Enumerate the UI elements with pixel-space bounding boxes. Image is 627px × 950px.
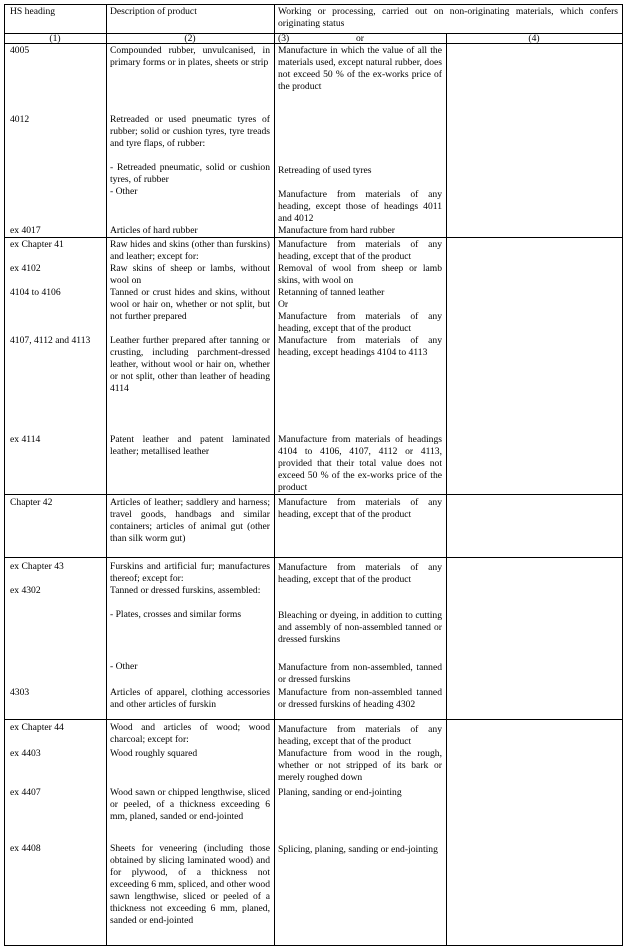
column-line — [4, 4, 5, 946]
table-border-top — [4, 4, 623, 5]
product-description: Compounded rubber, unvulcanised, in primary forms or in plates, sheets or strip — [110, 45, 270, 68]
product-description: Sheets for veneering (including those obtained by slicing laminated wood) and for plywood, of a thickness not exceeding 6 mm, spliced, and other wood sawn lengthwise, sliced or peeled of a thickness not exceeding 6 mm, planed, sanded or end-jointed — [110, 843, 270, 926]
working-rule: Manufacture from materials of any heading, except those of headings 4011 and 4012 — [278, 189, 442, 224]
working-rule-or: Or — [278, 299, 289, 310]
working-rule: Retreading of used tyres — [278, 165, 372, 176]
working-rule: Manufacture from materials of any heading, except that of the product — [278, 311, 442, 334]
column-line — [106, 4, 107, 946]
product-description: Articles of apparel, clothing accessories and other articles of furskin — [110, 687, 270, 710]
hs-heading: Chapter 42 — [10, 497, 53, 508]
header-description: Description of product — [110, 6, 197, 17]
hs-heading: 4104 to 4106 — [10, 287, 61, 298]
column-line — [446, 33, 447, 946]
product-description: Leather further prepared after tanning or crusting, including parchment-dressed leather, without wool or hair on, whether or not split, other than leather of heading 4114 — [110, 335, 270, 394]
hs-heading: ex Chapter 41 — [10, 239, 64, 250]
hs-heading: ex 4408 — [10, 843, 41, 854]
working-rule: Splicing, planing, sanding or end-jointing — [278, 844, 438, 855]
product-description: - Plates, crosses and similar forms — [110, 609, 242, 620]
table-border-bottom — [4, 945, 623, 946]
rules-of-origin-table — [4, 4, 623, 946]
product-description: Tanned or crust hides and skins, without wool or hair on, whether or not split, but not further prepared — [110, 287, 270, 322]
working-rule: Manufacture in which the value of all the materials used, except natural rubber, does not exceed 50 % of the ex-works price of the product — [278, 45, 442, 92]
working-rule: Removal of wool from sheep or lamb skins, with wool on — [278, 263, 442, 286]
working-rule: Manufacture from materials of headings 4104 to 4106, 4107, 4112 or 4113, provided that their total value does not exceed 50 % of the ex-works price of the product — [278, 434, 442, 493]
hs-heading: 4107, 4112 and 4113 — [10, 335, 91, 346]
working-rule: Bleaching or dyeing, in addition to cutting and assembly of non-assembled tanned or dressed furskins — [278, 610, 442, 645]
hs-heading: 4303 — [10, 687, 30, 698]
hs-heading: ex 4403 — [10, 748, 41, 759]
hs-heading: 4005 — [10, 45, 30, 56]
row-divider — [4, 719, 623, 720]
working-rule: Manufacture from wood in the rough, whether or not stripped of its bark or merely roughed down — [278, 748, 442, 783]
hs-heading: ex Chapter 44 — [10, 722, 64, 733]
column-number-1: (1) — [49, 33, 61, 44]
column-number-3: (3) — [278, 33, 290, 44]
working-rule: Retanning of tanned leather — [278, 287, 385, 298]
hs-heading: ex 4407 — [10, 787, 41, 798]
product-description: Furskins and artificial fur; manufactures thereof; except for: — [110, 561, 270, 584]
working-rule: Planing, sanding or end-jointing — [278, 787, 402, 798]
working-rule: Manufacture from materials of any heading, except headings 4104 to 4113 — [278, 335, 442, 358]
hs-heading: 4012 — [10, 114, 30, 125]
product-description: Raw hides and skins (other than furskins) and leather; except for: — [110, 239, 270, 262]
hs-heading: ex 4302 — [10, 585, 41, 596]
product-description: - Retreaded pneumatic, solid or cushion tyres, of rubber — [110, 162, 270, 185]
working-rule: Manufacture from materials of any heading, except that of the product — [278, 724, 442, 747]
row-divider — [4, 557, 623, 558]
hs-heading: ex Chapter 43 — [10, 561, 64, 572]
hs-heading: ex 4017 — [10, 225, 41, 236]
column-number-4: (4) — [528, 33, 540, 44]
product-description: Retreaded or used pneumatic tyres of rubber; solid or cushion tyres, tyre treads and tyre flaps, of rubber: — [110, 114, 270, 149]
column-line — [622, 4, 623, 946]
column-or: or — [356, 33, 364, 44]
product-description: Articles of hard rubber — [110, 225, 198, 236]
product-description: - Other — [110, 661, 138, 672]
column-number-2: (2) — [184, 33, 196, 44]
product-description: - Other — [110, 186, 138, 197]
product-description: Tanned or dressed furskins, assembled: — [110, 585, 261, 596]
working-rule: Manufacture from materials of any heading, except that of the product — [278, 239, 442, 262]
product-description: Wood roughly squared — [110, 748, 198, 759]
row-divider — [4, 494, 623, 495]
header-hs-heading: HS heading — [10, 6, 56, 17]
product-description: Patent leather and patent laminated leather; metallised leather — [110, 434, 270, 457]
hs-heading: ex 4102 — [10, 263, 41, 274]
working-rule: Manufacture from materials of any heading, except that of the product — [278, 562, 442, 585]
product-description: Articles of leather; saddlery and harness; travel goods, handbags and similar containers; articles of animal gut (other than silk worm gut) — [110, 497, 270, 544]
product-description: Raw skins of sheep or lambs, without wool on — [110, 263, 270, 286]
working-rule: Manufacture from non-assembled tanned or dressed furskins of heading 4302 — [278, 687, 442, 710]
product-description: Wood and articles of wood; wood charcoal; except for: — [110, 722, 270, 745]
working-rule: Manufacture from materials of any heading, except that of the product — [278, 497, 442, 520]
row-divider — [4, 237, 623, 238]
hs-heading: ex 4114 — [10, 434, 41, 445]
column-line — [274, 4, 275, 946]
working-rule: Manufacture from hard rubber — [278, 225, 395, 236]
header-working: Working or processing, carried out on non-originating materials, which confers originating status — [278, 6, 618, 29]
working-rule: Manufacture from non-assembled, tanned or dressed furskins — [278, 662, 442, 685]
product-description: Wood sawn or chipped lengthwise, sliced or peeled, of a thickness exceeding 6 mm, planed, sanded or end-jointed — [110, 787, 270, 822]
